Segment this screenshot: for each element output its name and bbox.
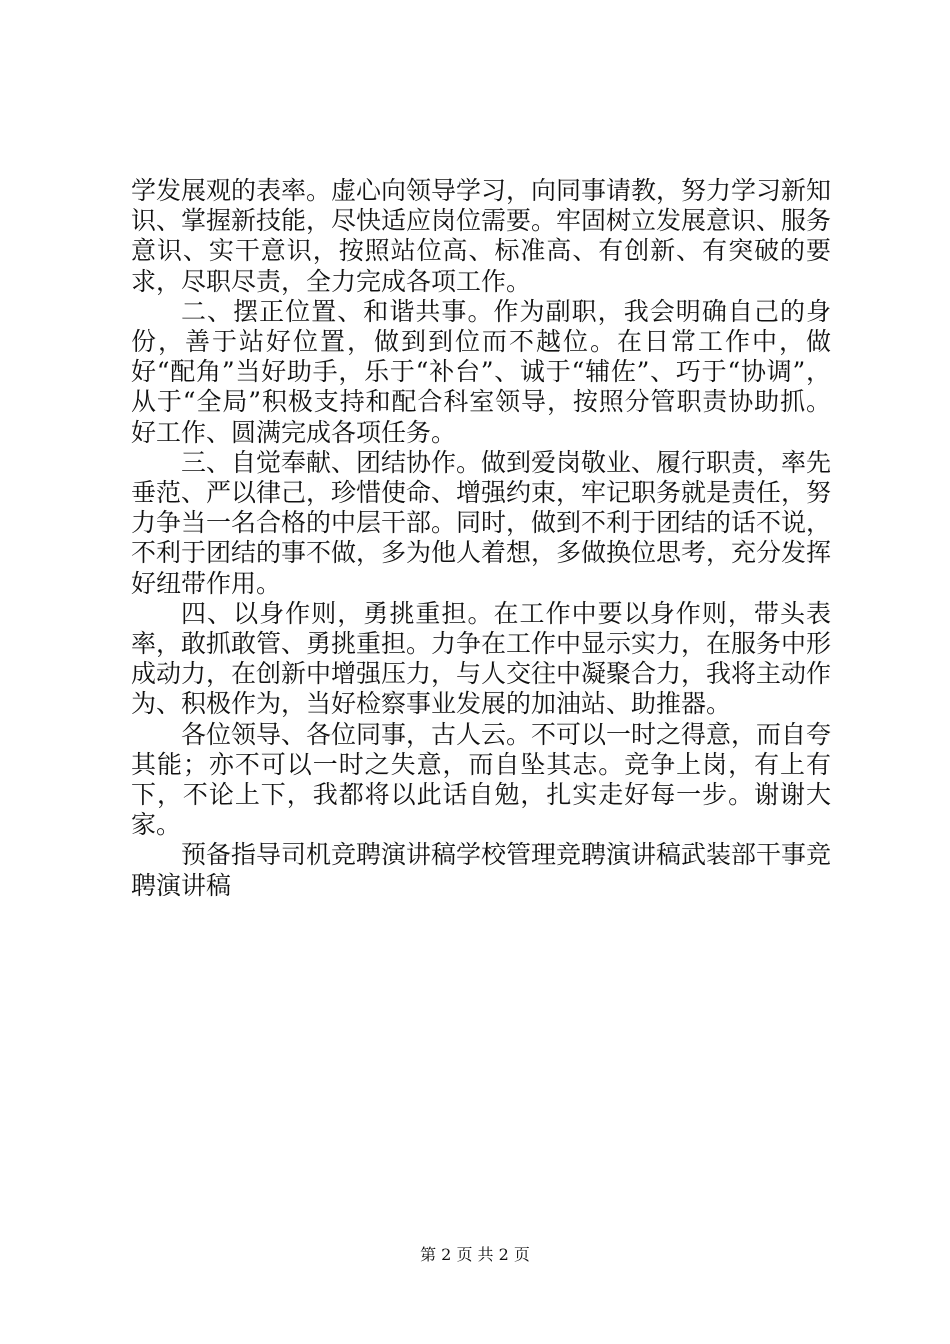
paragraph-1: 学发展观的表率。虚心向领导学习，向同事请教，努力学习新知识、掌握新技能，尽快适应岗位需要。牢固树立发展意识、服务意识、实干意识，按照站位高、标准高、有创新、有突破的要求，尽职尽责，全力完成各项工作。 [131,176,832,296]
document-body [131,176,831,901]
page-footer [0,1245,950,1265]
paragraph-6: 预备指导司机竞聘演讲稿学校管理竞聘演讲稿武装部干事竞聘演讲稿 [131,840,832,900]
paragraph-2: 二、摆正位置、和谐共事。作为副职，我会明确自己的身份，善于站好位置，做到到位而不越位。在日常工作中，做好“配角”当好助手，乐于“补台”、诚于“辅佐”、巧于“协调”，从于“全局”积极支持和配合科室领导，按照分管职责协助抓。好工作、圆满完成各项任务。 [131,296,831,447]
paragraph-4: 四、以身作则，勇挑重担。在工作中要以身作则，带头表率，敢抓敢管、勇挑重担。力争在工作中显示实力，在服务中形成动力，在创新中增强压力，与人交往中凝聚合力，我将主动作为、积极作为，当好检察事业发展的加油站、助推器。 [131,598,832,719]
paragraph-3: 三、自觉奉献、团结协作。做到爱岗敬业、履行职责，率先垂范、严以律己，珍惜使命、增强约束，牢记职务就是责任，努力争当一名合格的中层干部。同时，做到不利于团结的话不说，不利于团结的事不做，多为他人着想，多做换位思考，充分发挥好纽带作用。 [131,447,832,598]
paragraph-5: 各位领导、各位同事，古人云。不可以一时之得意，而自夸其能；亦不可以一时之失意，而自坠其志。竞争上岗，有上有下，不论上下，我都将以此话自勉，扎实走好每一步。谢谢大家。 [131,719,832,840]
page-number-label: 第 2 页 共 2 页 [420,1245,530,1264]
